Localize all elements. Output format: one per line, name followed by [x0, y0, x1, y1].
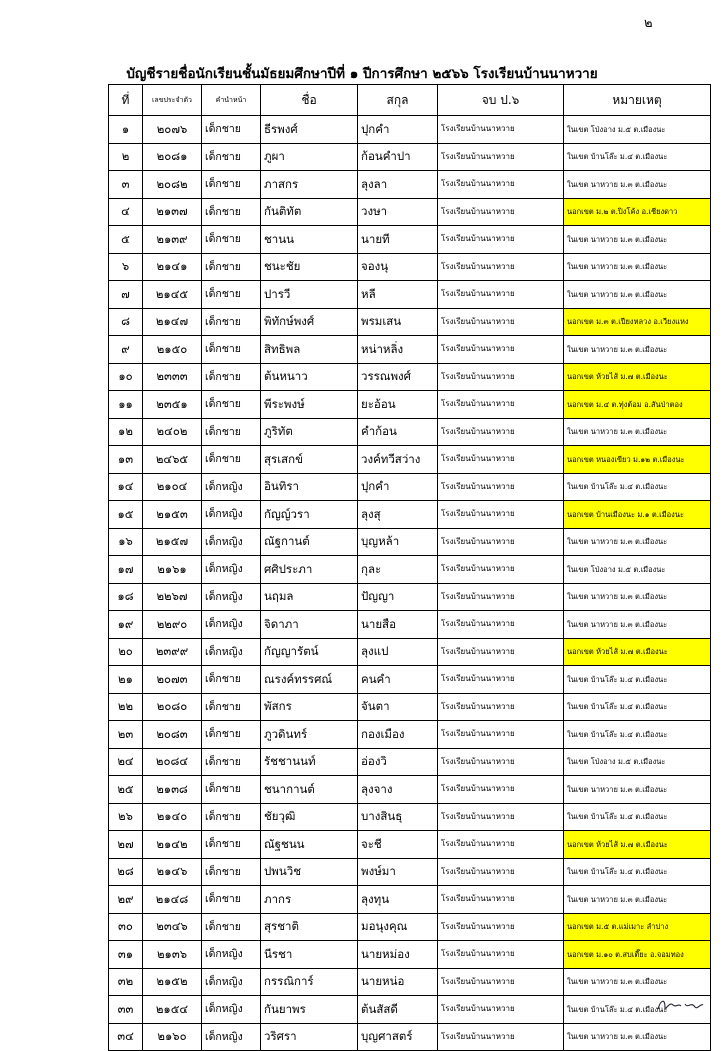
cell-no: ๒๔	[109, 748, 143, 776]
cell-prefix: เด็กหญิง	[202, 1023, 261, 1051]
cell-name: กัญญารัตน์	[261, 638, 358, 666]
cell-name: ณัฐกานต์	[261, 528, 358, 556]
header-prefix: คำนำหน้า	[202, 85, 261, 116]
table-row	[109, 858, 711, 886]
cell-surname: กองเมือง	[358, 721, 438, 749]
table-row	[109, 721, 711, 749]
cell-prefix: เด็กหญิง	[202, 611, 261, 639]
table-row	[109, 171, 711, 199]
cell-prefix: เด็กชาย	[202, 363, 261, 391]
cell-remark: นอกเขต ม.๓ ต.เปียงหลวง อ.เวียงแหง	[564, 308, 711, 336]
cell-graduated-school: โรงเรียนบ้านนาหวาย	[438, 253, 564, 281]
cell-student-id: ๒๐๗๓	[143, 666, 202, 694]
cell-graduated-school: โรงเรียนบ้านนาหวาย	[438, 143, 564, 171]
cell-surname: จันตา	[358, 693, 438, 721]
cell-remark: ในเขต นาหวาย ม.๓ ต.เมืองนะ	[564, 281, 711, 309]
cell-name: พัสกร	[261, 693, 358, 721]
table-row	[109, 363, 711, 391]
cell-no: ๖	[109, 253, 143, 281]
cell-student-id: ๒๑๕๐	[143, 336, 202, 364]
cell-graduated-school: โรงเรียนบ้านนาหวาย	[438, 941, 564, 969]
cell-name: นีรชา	[261, 941, 358, 969]
table-row	[109, 941, 711, 969]
cell-prefix: เด็กหญิง	[202, 968, 261, 996]
cell-remark: นอกเขต ม.๑๐ ต.สบเตี๊ยะ อ.จอมทอง	[564, 941, 711, 969]
cell-surname: พรมเสน	[358, 308, 438, 336]
cell-surname: นายหน่อ	[358, 968, 438, 996]
cell-remark: ในเขต บ้านโล๊ะ ม.๔ ต.เมืองนะ	[564, 858, 711, 886]
cell-graduated-school: โรงเรียนบ้านนาหวาย	[438, 611, 564, 639]
cell-name: รัชชานนท์	[261, 748, 358, 776]
cell-prefix: เด็กชาย	[202, 391, 261, 419]
cell-prefix: เด็กชาย	[202, 748, 261, 776]
cell-no: ๒๓	[109, 721, 143, 749]
cell-name: ภาสกร	[261, 171, 358, 199]
cell-student-id: ๒๐๗๖	[143, 116, 202, 144]
cell-name: กรรณิการ์	[261, 968, 358, 996]
cell-remark: ในเขต นาหวาย ม.๓ ต.เมืองนะ	[564, 968, 711, 996]
cell-graduated-school: โรงเรียนบ้านนาหวาย	[438, 391, 564, 419]
cell-name: นฤมล	[261, 583, 358, 611]
cell-graduated-school: โรงเรียนบ้านนาหวาย	[438, 473, 564, 501]
cell-graduated-school: โรงเรียนบ้านนาหวาย	[438, 501, 564, 529]
cell-name: ภูวดินทร์	[261, 721, 358, 749]
cell-prefix: เด็กหญิง	[202, 583, 261, 611]
cell-surname: จองนุ	[358, 253, 438, 281]
cell-student-id: ๒๐๘๓	[143, 721, 202, 749]
cell-remark: ในเขต บ้านโล๊ะ ม.๔ ต.เมืองนะ	[564, 666, 711, 694]
cell-name: ณรงค์ทรรศณ์	[261, 666, 358, 694]
cell-prefix: เด็กหญิง	[202, 941, 261, 969]
header-surname: สกุล	[358, 85, 438, 116]
cell-prefix: เด็กหญิง	[202, 556, 261, 584]
table-row	[109, 886, 711, 914]
cell-graduated-school: โรงเรียนบ้านนาหวาย	[438, 198, 564, 226]
cell-no: ๑๕	[109, 501, 143, 529]
cell-no: ๑๑	[109, 391, 143, 419]
cell-graduated-school: โรงเรียนบ้านนาหวาย	[438, 913, 564, 941]
cell-no: ๓๑	[109, 941, 143, 969]
table-row	[109, 831, 711, 859]
table-row	[109, 253, 711, 281]
cell-remark: ในเขต นาหวาย ม.๓ ต.เมืองนะ	[564, 336, 711, 364]
cell-prefix: เด็กชาย	[202, 171, 261, 199]
cell-graduated-school: โรงเรียนบ้านนาหวาย	[438, 418, 564, 446]
cell-remark: นอกเขต ม.๕ ต.แม่เมาะ ลำปาง	[564, 913, 711, 941]
cell-name: ภูผา	[261, 143, 358, 171]
cell-name: สุรเสกข์	[261, 446, 358, 474]
table-row	[109, 418, 711, 446]
cell-prefix: เด็กชาย	[202, 858, 261, 886]
cell-remark: ในเขต นาหวาย ม.๓ ต.เมืองนะ	[564, 528, 711, 556]
cell-remark: ในเขต นาหวาย ม.๓ ต.เมืองนะ	[564, 418, 711, 446]
cell-graduated-school: โรงเรียนบ้านนาหวาย	[438, 116, 564, 144]
cell-remark: ในเขต บ้านโล๊ะ ม.๔ ต.เมืองนะ	[564, 803, 711, 831]
cell-prefix: เด็กหญิง	[202, 638, 261, 666]
cell-no: ๑๗	[109, 556, 143, 584]
cell-remark: ในเขต นาหวาย ม.๓ ต.เมืองนะ	[564, 776, 711, 804]
cell-name: ชานน	[261, 226, 358, 254]
page-number: ๒	[644, 16, 653, 31]
cell-remark: ในเขต โป่งอาง ม.๕ ต.เมืองนะ	[564, 556, 711, 584]
table-row	[109, 996, 711, 1024]
cell-name: ปารวี	[261, 281, 358, 309]
cell-name: ภูริทัต	[261, 418, 358, 446]
cell-no: ๒๙	[109, 886, 143, 914]
document-title: บัญชีรายชื่อนักเรียนชั้นมัธยมศึกษาปีที่ ๑ ปีการศึกษา ๒๕๖๖ โรงเรียนบ้านนาหวาย	[126, 66, 598, 82]
cell-graduated-school: โรงเรียนบ้านนาหวาย	[438, 528, 564, 556]
cell-student-id: ๒๑๕๒	[143, 968, 202, 996]
cell-no: ๓๐	[109, 913, 143, 941]
cell-graduated-school: โรงเรียนบ้านนาหวาย	[438, 363, 564, 391]
cell-student-id: ๒๒๙๐	[143, 611, 202, 639]
cell-student-id: ๒๑๕๗	[143, 528, 202, 556]
cell-no: ๒	[109, 143, 143, 171]
cell-name: ชนะชัย	[261, 253, 358, 281]
cell-graduated-school: โรงเรียนบ้านนาหวาย	[438, 556, 564, 584]
header-no: ที่	[109, 85, 143, 116]
cell-student-id: ๒๑๔๑	[143, 253, 202, 281]
cell-graduated-school: โรงเรียนบ้านนาหวาย	[438, 886, 564, 914]
cell-no: ๑๐	[109, 363, 143, 391]
cell-no: ๓๓	[109, 996, 143, 1024]
cell-no: ๒๗	[109, 831, 143, 859]
cell-no: ๒๕	[109, 776, 143, 804]
cell-graduated-school: โรงเรียนบ้านนาหวาย	[438, 776, 564, 804]
cell-student-id: ๒๑๖๐	[143, 1023, 202, 1051]
table-row	[109, 391, 711, 419]
cell-student-id: ๒๑๓๘	[143, 776, 202, 804]
cell-name: จิดาภา	[261, 611, 358, 639]
cell-surname: ลุงทุน	[358, 886, 438, 914]
cell-surname: ปุกคำ	[358, 116, 438, 144]
table-row	[109, 611, 711, 639]
cell-no: ๙	[109, 336, 143, 364]
table-row	[109, 501, 711, 529]
cell-prefix: เด็กชาย	[202, 308, 261, 336]
cell-remark: ในเขต นาหวาย ม.๓ ต.เมืองนะ	[564, 253, 711, 281]
cell-prefix: เด็กชาย	[202, 803, 261, 831]
cell-name: ชัยวุฒิ	[261, 803, 358, 831]
cell-prefix: เด็กชาย	[202, 336, 261, 364]
cell-remark: ในเขต โป่งอาง ม.๕ ต.เมืองนะ	[564, 116, 711, 144]
table-row	[109, 638, 711, 666]
cell-student-id: ๒๑๔๘	[143, 886, 202, 914]
cell-no: ๒๖	[109, 803, 143, 831]
table-row	[109, 583, 711, 611]
cell-surname: คนคำ	[358, 666, 438, 694]
cell-graduated-school: โรงเรียนบ้านนาหวาย	[438, 996, 564, 1024]
cell-surname: วงค์ทวีสว่าง	[358, 446, 438, 474]
cell-no: ๑	[109, 116, 143, 144]
cell-no: ๑๘	[109, 583, 143, 611]
cell-student-id: ๒๑๕๔	[143, 996, 202, 1024]
cell-student-id: ๒๑๕๓	[143, 501, 202, 529]
table-row	[109, 968, 711, 996]
cell-no: ๓๒	[109, 968, 143, 996]
cell-no: ๘	[109, 308, 143, 336]
cell-surname: ลุงแป	[358, 638, 438, 666]
cell-remark: นอกเขต ห้วยไส้ ม.๗ ต.เมืองนะ	[564, 831, 711, 859]
cell-prefix: เด็กชาย	[202, 776, 261, 804]
cell-surname: พงษ์มา	[358, 858, 438, 886]
table-row	[109, 281, 711, 309]
cell-no: ๒๑	[109, 666, 143, 694]
cell-surname: ก้อนคำปา	[358, 143, 438, 171]
cell-remark: ในเขต นาหวาย ม.๓ ต.เมืองนะ	[564, 583, 711, 611]
table-row	[109, 803, 711, 831]
cell-student-id: ๒๓๔๖	[143, 913, 202, 941]
cell-surname: ลุงลา	[358, 171, 438, 199]
cell-remark: นอกเขต ม.๒ ต.ปิงโค้ง อ.เชียงดาว	[564, 198, 711, 226]
table-row	[109, 336, 711, 364]
cell-student-id: ๒๓๓๓	[143, 363, 202, 391]
cell-surname: ต้นสัสดี	[358, 996, 438, 1024]
cell-surname: กุละ	[358, 556, 438, 584]
cell-graduated-school: โรงเรียนบ้านนาหวาย	[438, 583, 564, 611]
cell-surname: มอนุงคุณ	[358, 913, 438, 941]
cell-graduated-school: โรงเรียนบ้านนาหวาย	[438, 171, 564, 199]
table-body	[109, 116, 711, 1051]
cell-prefix: เด็กชาย	[202, 666, 261, 694]
cell-name: อินทิรา	[261, 473, 358, 501]
table-row	[109, 1023, 711, 1051]
cell-remark: ในเขต นาหวาย ม.๓ ต.เมืองนะ	[564, 171, 711, 199]
signature-mark	[655, 995, 705, 1015]
cell-graduated-school: โรงเรียนบ้านนาหวาย	[438, 336, 564, 364]
cell-surname: ลุงจาง	[358, 776, 438, 804]
cell-student-id: ๒๐๘๒	[143, 171, 202, 199]
table-header-row	[109, 85, 711, 116]
cell-name: ปพนวิช	[261, 858, 358, 886]
cell-surname: วงษา	[358, 198, 438, 226]
cell-student-id: ๒๑๔๒	[143, 831, 202, 859]
cell-remark: ในเขต บ้านโล๊ะ ม.๔ ต.เมืองนะ	[564, 996, 711, 1024]
header-student-id: เลขประจำตัว	[143, 85, 202, 116]
cell-surname: ลุงสุ	[358, 501, 438, 529]
cell-remark: ในเขต บ้านโล๊ะ ม.๔ ต.เมืองนะ	[564, 143, 711, 171]
cell-graduated-school: โรงเรียนบ้านนาหวาย	[438, 748, 564, 776]
table-row	[109, 143, 711, 171]
cell-student-id: ๒๔๖๕	[143, 446, 202, 474]
cell-graduated-school: โรงเรียนบ้านนาหวาย	[438, 1023, 564, 1051]
cell-graduated-school: โรงเรียนบ้านนาหวาย	[438, 446, 564, 474]
cell-no: ๕	[109, 226, 143, 254]
cell-prefix: เด็กชาย	[202, 198, 261, 226]
cell-name: ชนากานต์	[261, 776, 358, 804]
cell-student-id: ๒๑๔๐	[143, 803, 202, 831]
cell-graduated-school: โรงเรียนบ้านนาหวาย	[438, 308, 564, 336]
cell-graduated-school: โรงเรียนบ้านนาหวาย	[438, 968, 564, 996]
header-remark: หมายเหตุ	[564, 85, 711, 116]
cell-prefix: เด็กชาย	[202, 886, 261, 914]
table-row	[109, 308, 711, 336]
cell-graduated-school: โรงเรียนบ้านนาหวาย	[438, 226, 564, 254]
cell-surname: นายที	[358, 226, 438, 254]
cell-prefix: เด็กชาย	[202, 913, 261, 941]
cell-remark: ในเขต นาหวาย ม.๓ ต.เมืองนะ	[564, 886, 711, 914]
table-row	[109, 226, 711, 254]
cell-surname: คำก้อน	[358, 418, 438, 446]
cell-student-id: ๒๑๔๗	[143, 308, 202, 336]
cell-student-id: ๒๐๘๑	[143, 143, 202, 171]
cell-student-id: ๒๑๔๕	[143, 281, 202, 309]
cell-no: ๒๘	[109, 858, 143, 886]
cell-surname: จะชี	[358, 831, 438, 859]
cell-name: ภากร	[261, 886, 358, 914]
table-row	[109, 748, 711, 776]
cell-surname: หน่าหลิ่ง	[358, 336, 438, 364]
cell-remark: นอกเขต หนองเขียว ม.๑๒ ต.เมืองนะ	[564, 446, 711, 474]
cell-remark: ในเขต นาหวาย ม.๓ ต.เมืองนะ	[564, 226, 711, 254]
cell-name: พิทักษ์พงศ์	[261, 308, 358, 336]
cell-prefix: เด็กชาย	[202, 831, 261, 859]
cell-surname: ปัญญา	[358, 583, 438, 611]
cell-no: ๓๔	[109, 1023, 143, 1051]
cell-surname: นายหม่อง	[358, 941, 438, 969]
cell-remark: ในเขต บ้านโล๊ะ ม.๔ ต.เมืองนะ	[564, 693, 711, 721]
cell-remark: นอกเขต ห้วยไส้ ม.๗ ต.เมืองนะ	[564, 363, 711, 391]
table-row	[109, 116, 711, 144]
cell-student-id: ๒๑๖๑	[143, 556, 202, 584]
cell-name: สุรชาติ	[261, 913, 358, 941]
cell-prefix: เด็กหญิง	[202, 473, 261, 501]
cell-prefix: เด็กชาย	[202, 253, 261, 281]
cell-name: วริศรา	[261, 1023, 358, 1051]
header-graduated: จบ ป.๖	[438, 85, 564, 116]
cell-remark: นอกเขต บ้านเมืองนะ ม.๑ ต.เมืองนะ	[564, 501, 711, 529]
cell-name: กันยาพร	[261, 996, 358, 1024]
cell-prefix: เด็กชาย	[202, 446, 261, 474]
cell-name: ธีรพงศ์	[261, 116, 358, 144]
cell-name: ศศิประภา	[261, 556, 358, 584]
header-name: ชื่อ	[261, 85, 358, 116]
cell-student-id: ๒๒๖๗	[143, 583, 202, 611]
cell-prefix: เด็กชาย	[202, 721, 261, 749]
cell-surname: วรรณพงศ์	[358, 363, 438, 391]
cell-graduated-school: โรงเรียนบ้านนาหวาย	[438, 721, 564, 749]
cell-student-id: ๒๐๘๐	[143, 693, 202, 721]
cell-graduated-school: โรงเรียนบ้านนาหวาย	[438, 803, 564, 831]
cell-graduated-school: โรงเรียนบ้านนาหวาย	[438, 858, 564, 886]
cell-no: ๒๐	[109, 638, 143, 666]
cell-graduated-school: โรงเรียนบ้านนาหวาย	[438, 693, 564, 721]
cell-remark: ในเขต บ้านโล๊ะ ม.๔ ต.เมืองนะ	[564, 721, 711, 749]
cell-prefix: เด็กหญิง	[202, 501, 261, 529]
cell-name: กันติทัต	[261, 198, 358, 226]
cell-no: ๑๔	[109, 473, 143, 501]
table-row	[109, 693, 711, 721]
cell-surname: บางสินธุ	[358, 803, 438, 831]
cell-prefix: เด็กชาย	[202, 693, 261, 721]
cell-remark: ในเขต นาหวาย ม.๓ ต.เมืองนะ	[564, 611, 711, 639]
cell-prefix: เด็กชาย	[202, 116, 261, 144]
cell-surname: บุญศาสตร์	[358, 1023, 438, 1051]
cell-prefix: เด็กหญิง	[202, 996, 261, 1024]
cell-name: กัญญ์วรา	[261, 501, 358, 529]
cell-graduated-school: โรงเรียนบ้านนาหวาย	[438, 638, 564, 666]
cell-name: ณัฐชนน	[261, 831, 358, 859]
cell-student-id: ๒๐๘๔	[143, 748, 202, 776]
cell-no: ๑๓	[109, 446, 143, 474]
cell-surname: นายสือ	[358, 611, 438, 639]
cell-graduated-school: โรงเรียนบ้านนาหวาย	[438, 831, 564, 859]
cell-surname: หลี	[358, 281, 438, 309]
cell-name: ต้นหนาว	[261, 363, 358, 391]
cell-student-id: ๒๑๓๙	[143, 226, 202, 254]
cell-remark: ในเขต นาหวาย ม.๓ ต.เมืองนะ	[564, 1023, 711, 1051]
cell-graduated-school: โรงเรียนบ้านนาหวาย	[438, 666, 564, 694]
cell-no: ๑๖	[109, 528, 143, 556]
cell-student-id: ๒๑๓๗	[143, 198, 202, 226]
cell-student-id: ๒๓๙๙	[143, 638, 202, 666]
cell-surname: อ่องวิ	[358, 748, 438, 776]
cell-no: ๗	[109, 281, 143, 309]
cell-surname: ปุกคำ	[358, 473, 438, 501]
table-row	[109, 198, 711, 226]
cell-no: ๑๙	[109, 611, 143, 639]
table-row	[109, 913, 711, 941]
cell-student-id: ๒๑๔๖	[143, 858, 202, 886]
cell-surname: ยะอ้อน	[358, 391, 438, 419]
cell-no: ๑๒	[109, 418, 143, 446]
cell-name: พีระพงษ์	[261, 391, 358, 419]
cell-student-id: ๒๑๓๖	[143, 941, 202, 969]
cell-remark: ในเขต บ้านโล๊ะ ม.๔ ต.เมืองนะ	[564, 473, 711, 501]
cell-no: ๒๒	[109, 693, 143, 721]
table-row	[109, 776, 711, 804]
table-row	[109, 473, 711, 501]
cell-student-id: ๒๓๕๑	[143, 391, 202, 419]
cell-prefix: เด็กชาย	[202, 418, 261, 446]
cell-prefix: เด็กชาย	[202, 226, 261, 254]
cell-student-id: ๒๑๐๔	[143, 473, 202, 501]
student-roster-table	[108, 84, 711, 1051]
cell-prefix: เด็กชาย	[202, 143, 261, 171]
table-row	[109, 666, 711, 694]
cell-student-id: ๒๔๐๒	[143, 418, 202, 446]
cell-remark: นอกเขต ห้วยไส้ ม.๗ ต.เมืองนะ	[564, 638, 711, 666]
table-row	[109, 446, 711, 474]
cell-prefix: เด็กหญิง	[202, 528, 261, 556]
cell-name: สิทธิพล	[261, 336, 358, 364]
cell-no: ๔	[109, 198, 143, 226]
cell-graduated-school: โรงเรียนบ้านนาหวาย	[438, 281, 564, 309]
cell-remark: ในเขต โป่งอาง ม.๕ ต.เมืองนะ	[564, 748, 711, 776]
table-row	[109, 556, 711, 584]
cell-no: ๓	[109, 171, 143, 199]
cell-prefix: เด็กชาย	[202, 281, 261, 309]
cell-remark: นอกเขต ม.๔ ต.ทุ่งต้อม อ.สันป่าตอง	[564, 391, 711, 419]
table-row	[109, 528, 711, 556]
cell-surname: บุญหล้า	[358, 528, 438, 556]
